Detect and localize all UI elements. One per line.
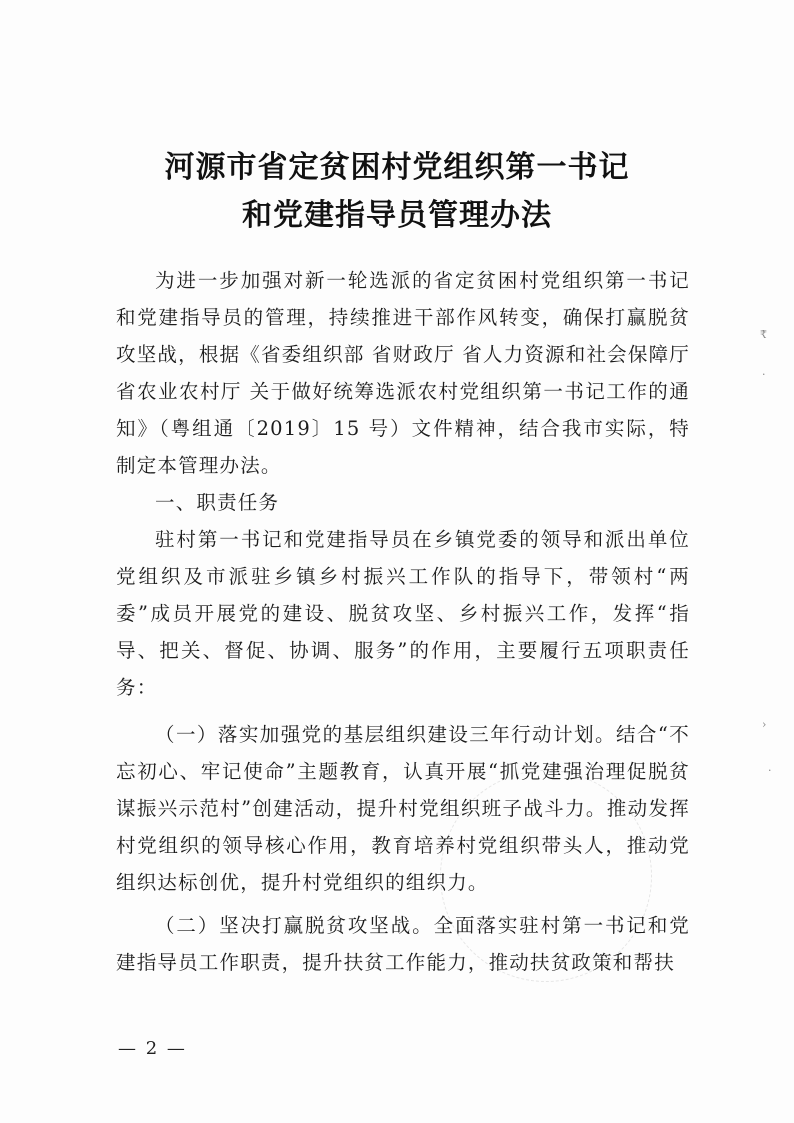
duty-item-1-paragraph: （一）落实加强党的基层组织建设三年行动计划。结合“不忘初心、牢记使命”主题教育，认真开展“抓党建强治理促脱贫谋振兴示范村”创建活动，提升村党组织班子战斗力。推动发挥村党组织的领导核心作用，教育培养村党组织带头人，推动党组织达标创优，提升村党组织的组织力。: [116, 723, 690, 894]
document-body: [116, 262, 690, 981]
intro-paragraph: 为进一步加强对新一轮选派的省定贫困村党组织第一书记和党建指导员的管理，持续推进干部作风转变，确保打赢脱贫攻坚战，根据《省委组织部 省财政厅 省人力资源和社会保障厅 省农业农村厅 关于做好统筹选派农村党组织第一书记工作的通知》（粤组通〔2019〕15 号）文件精神，结合我市实际，特制定本管理办法。: [116, 269, 690, 477]
scan-speck: ·: [768, 764, 772, 777]
scan-speck: ·: [762, 368, 766, 381]
page-number: — 2 —: [118, 1038, 187, 1059]
document-title-line-1: 河源市省定贫困村党组织第一书记: [164, 150, 630, 185]
section-heading-duties: 一、职责任务: [155, 491, 280, 514]
section-duties-paragraph: 驻村第一书记和党建指导员在乡镇党委的领导和派出单位党组织及市派驻乡镇乡村振兴工作队的指导下，带领村“两委”成员开展党的建设、脱贫攻坚、乡村振兴工作，发挥“指导、把关、督促、协调、服务”的作用，主要履行五项职责任务：: [116, 528, 690, 699]
scan-speck: ₹: [760, 328, 767, 341]
scan-speck: ›: [762, 718, 767, 731]
duty-item-2-paragraph: （二）坚决打赢脱贫攻坚战。全面落实驻村第一书记和党建指导员工作职责，提升扶贫工作能力，推动扶贫政策和帮扶: [116, 914, 690, 974]
document-title-line-2: 和党建指导员管理办法: [242, 198, 552, 233]
